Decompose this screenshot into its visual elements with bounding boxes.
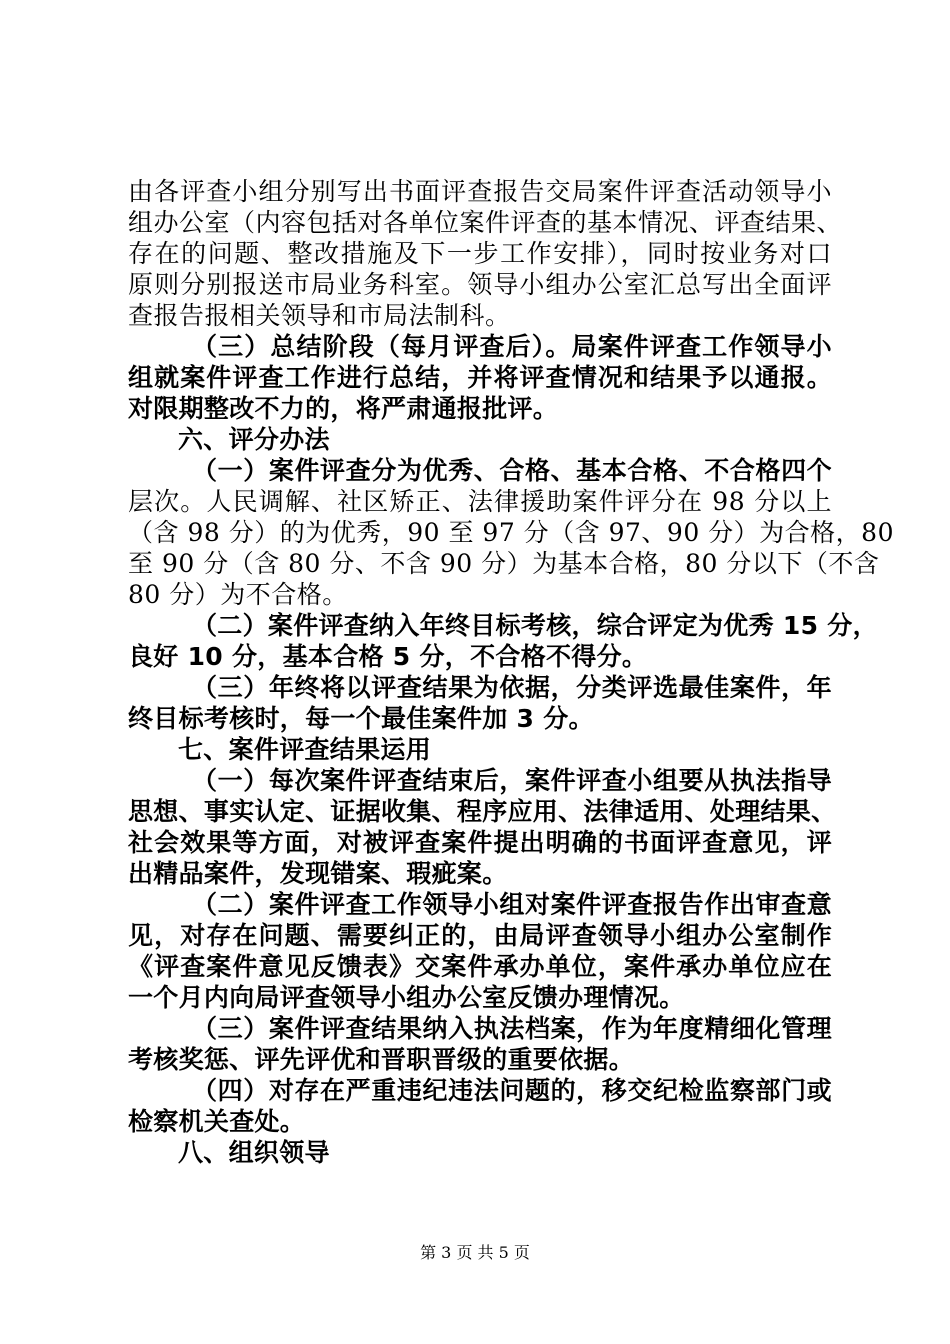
text-line: （含 98 分）的为优秀，90 至 97 分（含 97、90 分）为合格，80 <box>128 518 894 547</box>
section-heading: 七、案件评查结果运用 <box>178 735 432 764</box>
text-line: 组办公室（内容包括对各单位案件评查的基本情况、评查结果、 <box>128 208 843 237</box>
text-line: 良好 10 分，基本合格 5 分，不合格不得分。 <box>128 642 648 671</box>
page-footer: 第 3 页 共 5 页 <box>420 1243 530 1262</box>
text-line: 由各评查小组分别写出书面评查报告交局案件评查活动领导小 <box>128 177 832 206</box>
text-line: （三）案件评查结果纳入执法档案，作为年度精细化管理 <box>192 1014 832 1043</box>
text-line: 《评查案件意见反馈表》交案件承办单位，案件承办单位应在 <box>128 952 832 981</box>
section-heading: 六、评分办法 <box>178 425 330 454</box>
text-line: 层次。人民调解、社区矫正、法律援助案件评分在 98 分以上 <box>128 487 832 516</box>
text-line: （三）年终将以评查结果为依据，分类评选最佳案件，年 <box>192 673 832 702</box>
text-line: 考核奖惩、评先评优和晋职晋级的重要依据。 <box>128 1045 635 1074</box>
text-line: 至 90 分（含 80 分、不含 90 分）为基本合格，80 分以下（不含 <box>128 549 880 578</box>
document-body <box>128 176 894 1168</box>
text-line: 思想、事实认定、证据收集、程序应用、法律适用、处理结果、 <box>128 797 837 826</box>
text-line: 存在的问题、整改措施及下一步工作安排），同时按业务对口 <box>128 239 832 268</box>
text-line: 检察机关查处。 <box>128 1107 306 1136</box>
text-line: 对限期整改不力的，将严肃通报批评。 <box>128 394 559 423</box>
text-line: （一）案件评查分为优秀、合格、基本合格、不合格四个 <box>192 456 832 485</box>
section-heading: 八、组织领导 <box>178 1138 330 1167</box>
text-line: 一个月内向局评查领导小组办公室反馈办理情况。 <box>128 983 685 1012</box>
text-line: 见，对存在问题、需要纠正的，由局评查领导小组办公室制作 <box>128 921 832 950</box>
text-line: （二）案件评查工作领导小组对案件评查报告作出审查意 <box>192 890 832 919</box>
text-line: 出精品案件，发现错案、瑕疵案。 <box>128 859 508 888</box>
text-line: 查报告报相关领导和市局法制科。 <box>128 301 511 330</box>
text-line: 组就案件评查工作进行总结，并将评查情况和结果予以通报。 <box>128 363 832 392</box>
text-line: 80 分）为不合格。 <box>128 580 348 609</box>
text-line: 原则分别报送市局业务科室。领导小组办公室汇总写出全面评 <box>128 270 832 299</box>
text-line: 终目标考核时，每一个最佳案件加 3 分。 <box>128 704 594 733</box>
text-line: （二）案件评查纳入年终目标考核，综合评定为优秀 15 分， <box>192 611 878 640</box>
text-line: 社会效果等方面，对被评查案件提出明确的书面评查意见，评 <box>128 828 832 857</box>
text-line: （四）对存在严重违纪违法问题的，移交纪检监察部门或 <box>192 1076 832 1105</box>
text-line: （一）每次案件评查结束后，案件评查小组要从执法指导 <box>192 766 832 795</box>
text-line: （三）总结阶段（每月评查后）。局案件评查工作领导小 <box>192 332 832 361</box>
